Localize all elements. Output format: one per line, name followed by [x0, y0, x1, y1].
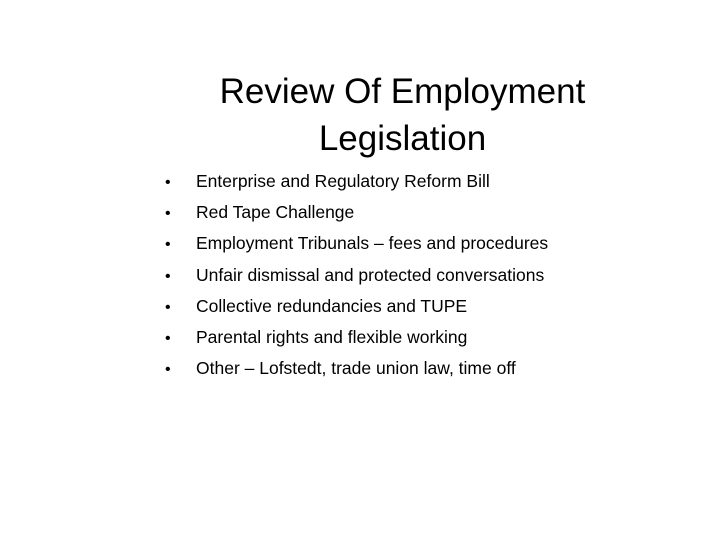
bullet-item: [165, 327, 685, 358]
bullet-text: Other – Lofstedt, trade union law, time off: [196, 358, 516, 379]
bullet-text: Unfair dismissal and protected conversations: [196, 264, 545, 285]
bullet-item: [165, 358, 685, 389]
bullet-point-icon: •: [165, 236, 171, 254]
bullet-point-icon: •: [165, 174, 171, 191]
bullet-text: Parental rights and flexible working: [196, 326, 468, 347]
bullet-text: Enterprise and Regulatory Reform Bill: [196, 171, 490, 191]
bullet-item: [165, 296, 685, 327]
bullet-text: Red Tape Challenge: [196, 202, 355, 223]
bullet-item: [165, 265, 685, 296]
bullet-list: [165, 171, 685, 389]
bullet-text: Collective redundancies and TUPE: [196, 295, 468, 316]
bullet-text: Employment Tribunals – fees and procedures: [196, 233, 549, 254]
bullet-point-icon: •: [165, 205, 171, 223]
bullet-point-icon: •: [165, 298, 171, 316]
bullet-item: [165, 202, 685, 233]
bullet-point-icon: •: [165, 267, 171, 285]
bullet-point-icon: •: [165, 329, 171, 347]
bullet-item: [165, 171, 685, 202]
slide-title: Review Of Employment Legislation: [219, 72, 586, 158]
bullet-item: [165, 233, 685, 264]
bullet-point-icon: •: [165, 361, 171, 379]
